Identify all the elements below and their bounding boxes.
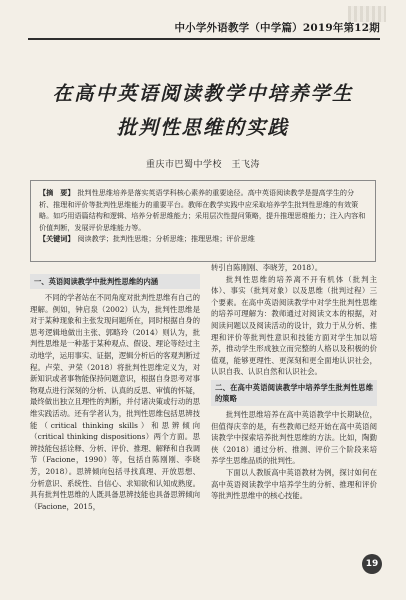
author-line: 重庆市巴蜀中学校 王飞涛 — [145, 160, 260, 170]
keywords-text: 阅读教学；批判性思维；分析思维；推理思维；评价思维 — [77, 234, 255, 244]
abstract-box — [30, 180, 376, 262]
body-paragraph: 批判性思维培养在高中英语教学中长期缺位，但值得庆幸的是，有些教师已经开始在高中英语阅读教学中探索培养批判性思维的方法。比如，陶勤侠（2018）通过分析、推测、评价三个阶段来培养学生思维品质的批判性。 — [211, 409, 377, 466]
section-heading-2: 二、在高中英语阅读教学中培养学生批判性思维的策略 — [211, 380, 377, 406]
keywords-paragraph — [39, 233, 367, 245]
keywords-tag: 【关键词】 — [39, 234, 75, 244]
abstract-text: 批判性思维培养是落实英语学科核心素养的重要途径。高中英语阅读教学是提高学生的分析、推理和评价等批判性思维能力的重要平台。教师在教学实践中应采取培养学生批判性思维的有效策略。如巧用语篇结构和逻辑、培养分析思维能力；采用层次性提问策略，提升推理思维能力；注入内容和价值判断，发展评价思维能力等。 — [39, 188, 366, 232]
article-title-line2: 批判性思维的实践 — [116, 116, 289, 139]
journal-header — [28, 18, 380, 40]
body-paragraph: 批判性思维的培养离不开有机体（批判主体）、事实（批判对象）以及思维（批判过程）三个要素。在高中英语阅读教学中对学生批判性思维的培养可理解为：教师通过对阅读文本的根据，对阅读问题以及阅读活动的设计，致力于从分析、推理和评价等批判性意识和技能方面对学生加以培养，推动学生形成独立而完整的人格以及积极的价值观，能够更理性、更深刻和更全面地认识社会，认识自我、认识自然和认识社会。 — [211, 274, 377, 377]
body-paragraph-continued: 转引自陈刚刚、李晓芳，2018）。 — [211, 263, 323, 272]
section-heading-1: 一、英语阅读教学中批判性思维的内涵 — [30, 274, 200, 289]
journal-title: 中小学外语教学（中学篇）2019年第12期 — [174, 22, 380, 34]
article-title-line1: 在高中英语阅读教学中培养学生 — [52, 82, 354, 105]
body-paragraph: 下面以人教版高中英语教材为例，探讨如何在高中英语阅读教学中培养学生的分析、推理和评价等批判性思维中的核心技能。 — [211, 467, 377, 501]
abstract-paragraph — [39, 187, 367, 233]
page-number-badge: 19 — [362, 554, 382, 574]
left-column — [30, 272, 200, 512]
body-paragraph: 不同的学者站在不同角度对批判性思维有自己的理解。例如，钟启泉（2002）认为，批判性思维是对于某种现象和主张发现问题所在，同时根据自身的思考逻辑地做出主张、郭略玲（2014）则认为，批判性思维是一种基于某种观点、假设、理论等经过主动地学，运用事实、证据，逻辑分析后的客观判断过程。卢荣、尹荣（2018）将批判性思维定义为，对新知识或者事物能保持问题意识，根据自身思考对事物观点进行深刻的分析、认真的反思、审慎的怀疑，最终做出独立且理性的判断，并付诸决策或行动的思维实践活动。还有学者认为，批判性思维包括思辨技能（critical thinking skills）和思辨倾向（critical thinking dispositions）两个方面。思辨技能包括诠释、分析、评价、推理、解释和自我调节（Facione，1990）等，包括自陈刚刚、李晓芳，2018）。思辨倾向包括寻找真理、开放思想、分析意识、系统性、自信心、求知欲和认知成熟度。具有批判性思维的人既具备思辨技能也具备思辨倾向（Facione，2015， — [30, 293, 201, 511]
right-column — [211, 262, 377, 502]
abstract-tag: 【摘 要】 — [39, 188, 75, 197]
